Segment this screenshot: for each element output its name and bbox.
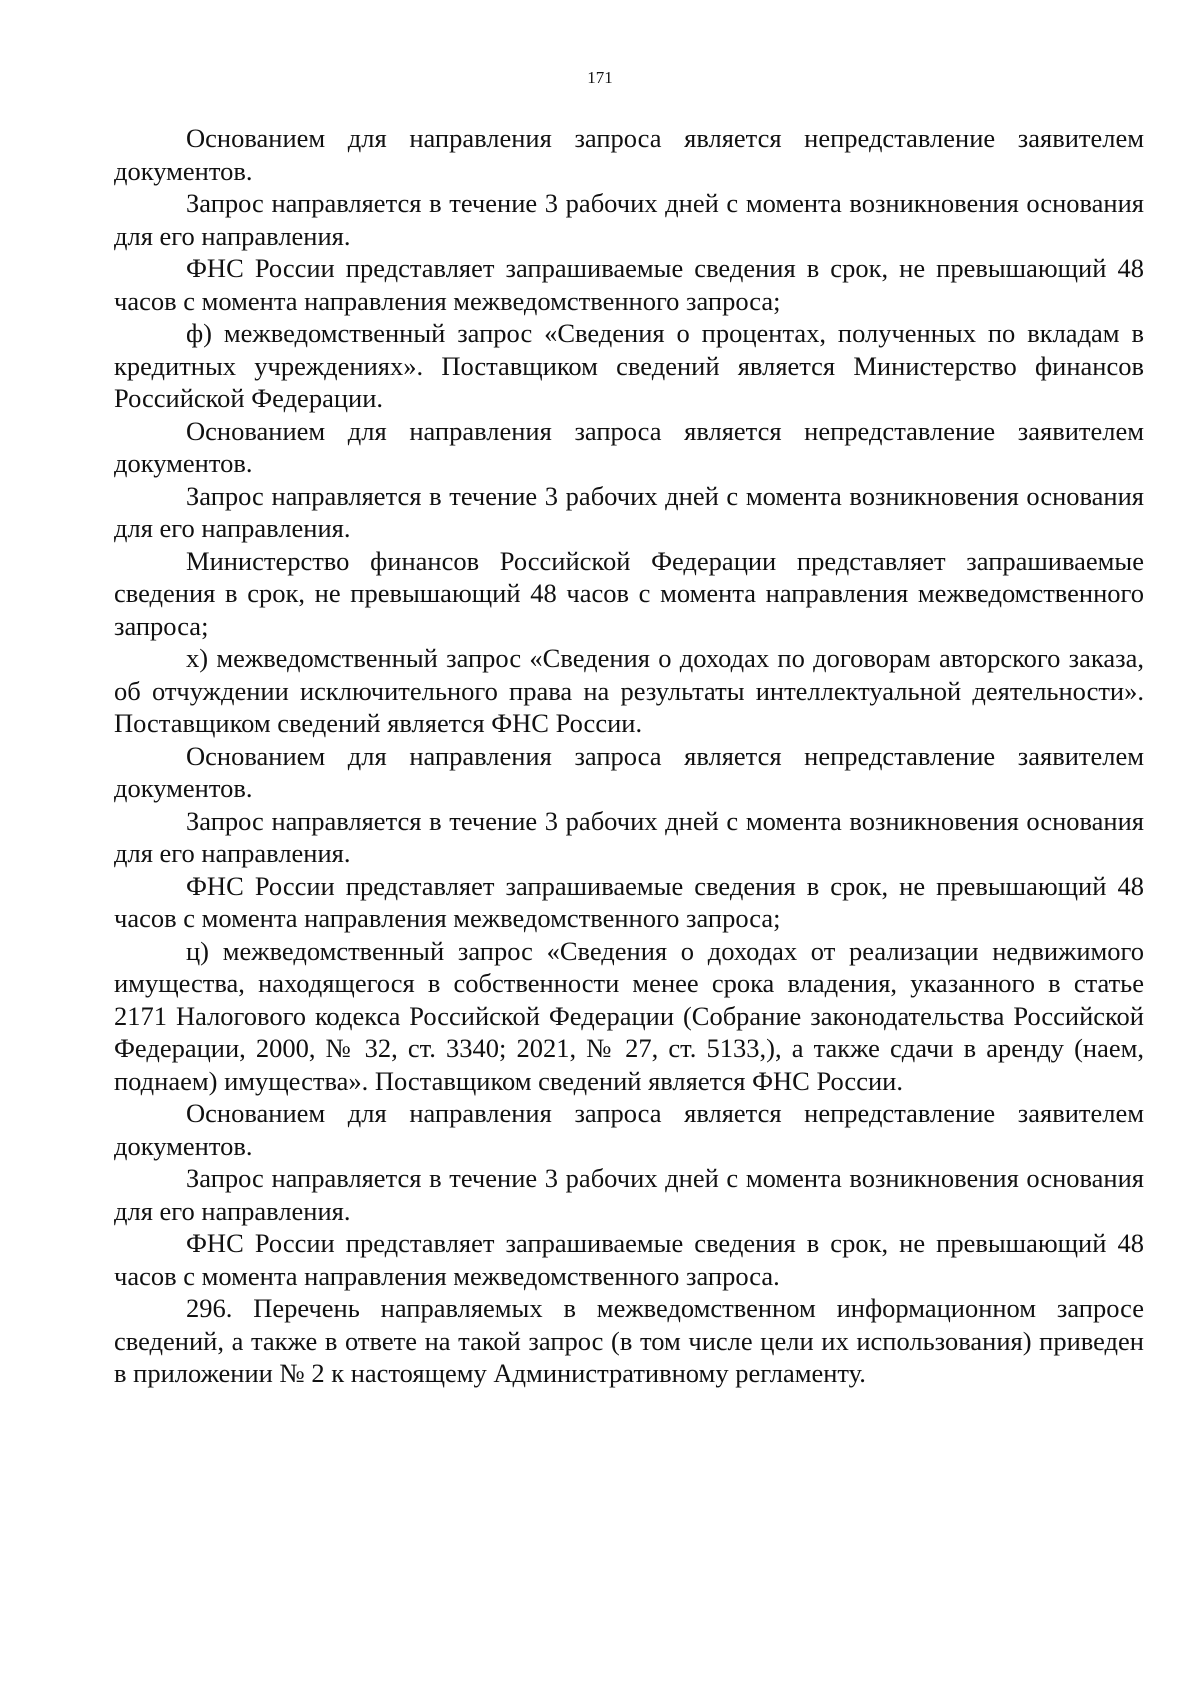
paragraph: ф) межведомственный запрос «Сведения о процентах, полученных по вкладам в кредитных учреждениях». Поставщиком сведений является Министерство финансов Российской Федерации. xyxy=(114,318,1144,413)
paragraph: ФНС России представляет запрашиваемые сведения в срок, не превышающий 48 часов с момента направления межведомственного запроса. xyxy=(114,1228,1144,1291)
paragraph: ФНС России представляет запрашиваемые сведения в срок, не превышающий 48 часов с момента направления межведомственного запроса; xyxy=(114,253,1144,316)
paragraph: х) межведомственный запрос «Сведения о доходах по договорам авторского заказа, об отчуждении исключительного права на результаты интеллектуальной деятельности». Поставщиком сведений является ФНС России. xyxy=(114,643,1144,738)
paragraph: Основанием для направления запроса является непредставление заявителем документов. xyxy=(114,740,1144,803)
paragraph: Основанием для направления запроса является непредставление заявителем документов. xyxy=(114,1098,1144,1161)
paragraph: Запрос направляется в течение 3 рабочих дней с момента возникновения основания для его направления. xyxy=(114,805,1144,868)
paragraph: Основанием для направления запроса является непредставление заявителем документов. xyxy=(114,415,1144,478)
paragraph: ц) межведомственный запрос «Сведения о доходах от реализации недвижимого имущества, находящегося в собственности менее срока владения, указанного в статье 2171 Налогового кодекса Российской Федерации (Собрание законодательства Российской Федерации, 2000, № 32, ст. 3340; 2021, № 27, ст. 5133,), а также сдачи в аренду (наем, поднаем) имущества». Поставщиком сведений является ФНС России. xyxy=(114,935,1144,1096)
paragraph: Запрос направляется в течение 3 рабочих дней с момента возникновения основания для его направления. xyxy=(114,1163,1144,1226)
page-number: 171 xyxy=(587,68,613,87)
paragraph: Министерство финансов Российской Федерации представляет запрашиваемые сведения в срок, не превышающий 48 часов с момента направления межведомственного запроса; xyxy=(114,545,1144,641)
paragraph: Запрос направляется в течение 3 рабочих дней с момента возникновения основания для его направления. xyxy=(114,480,1144,543)
paragraph: ФНС России представляет запрашиваемые сведения в срок, не превышающий 48 часов с момента направления межведомственного запроса; xyxy=(114,870,1144,933)
paragraph: Запрос направляется в течение 3 рабочих дней с момента возникновения основания для его направления. xyxy=(114,188,1144,251)
document-body xyxy=(114,122,1144,1390)
paragraph: Основанием для направления запроса является непредставление заявителем документов. xyxy=(114,123,1144,186)
paragraph: 296. Перечень направляемых в межведомственном информационном запросе сведений, а также в ответе на такой запрос (в том числе цели их использования) приведен в приложении № 2 к настоящему Административному регламенту. xyxy=(114,1293,1144,1388)
